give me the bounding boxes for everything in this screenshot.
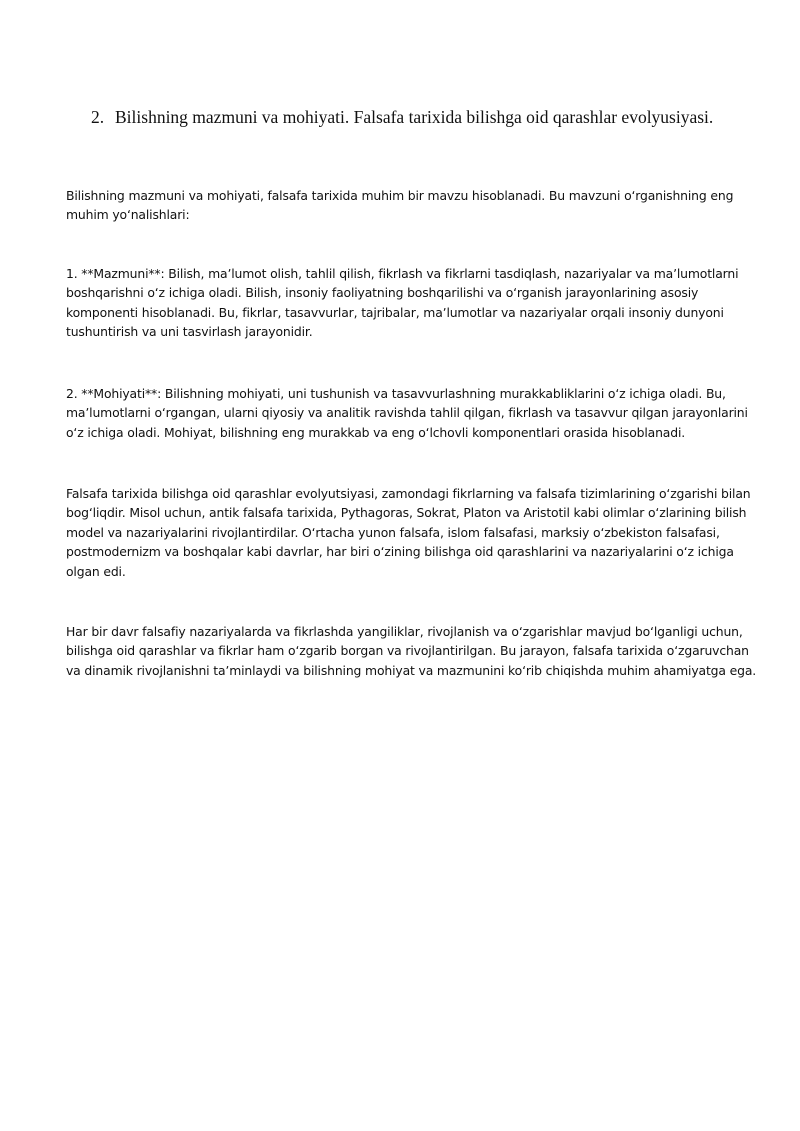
evolution-paragraph: Falsafa tarixida bilishga oid qarashlar evolyutsiyasi, zamondagi fikrlarning va falsafa tizimlarining oʻzgarishi bilan bogʻliqdir. Misol uchun, antik falsafa tarixida, Pythagoras, Sokrat, Platon va Aristotil kabi olimlar oʻzlarining bilish model va nazariyalarini rivojlantirdilar. Oʻrtacha yunon falsafa, islom falsafasi, marksiy oʻzbekiston falsafasi, postmodernizm va boshqalar kabi davrlar, har biri oʻzining bilishga oid qarashlarini va nazariyalarini oʻz ichiga olgan edi. (66, 486, 751, 579)
section-heading (91, 106, 781, 128)
intro-paragraph: Bilishning mazmuni va mohiyati, falsafa tarixida muhim bir mavzu hisoblanadi. Bu mavzuni oʻrganishning eng muhim yoʻnalishlari: (66, 188, 734, 223)
conclusion-paragraph: Har bir davr falsafiy nazariyalarda va fikrlashda yangiliklar, rivojlanish va oʻzgarishlar mavjud boʻlganligi uchun, bilishga oid qarashlar va fikrlar ham oʻzgarib borgan va rivojlantirilgan. Bu jarayon, falsafa tarixida oʻzgaruvchan va dinamik rivojlanishni taʼminlaydi va bilishning mohiyat va mazmunini koʻrib chiqishda muhim ahamiyatga ega. (66, 624, 757, 678)
section-number: 2. (91, 107, 105, 127)
section-title: Bilishning mazmuni va mohiyati. Falsafa tarixida bilishga oid qarashlar evolyusiyasi. (115, 107, 714, 127)
essence-paragraph: 2. **Mohiyati**: Bilishning mohiyati, uni tushunish va tasavvurlashning murakkabliklarini oʻz ichiga oladi. Bu, maʼlumotlarni oʻrgangan, ularni qiyosiy va analitik ravishda tahlil qilgan, fikrlash va tasavvur qilgan jarayonlarini oʻz ichiga oladi. Mohiyat, bilishning eng murakkab va eng oʻlchovli komponentlari orasida hisoblanadi. (66, 386, 748, 440)
content-paragraph: 1. **Mazmuni**: Bilish, maʼlumot olish, tahlil qilish, fikrlash va fikrlarni tasdiqlash, nazariyalar va maʼlumotlarni boshqarishni oʻz ichiga oladi. Bilish, insoniy faoliyatning boshqarilishi va oʻrganish jarayonlarining asosiy komponenti hisoblanadi. Bu, fikrlar, tasavvurlar, tajribalar, maʼlumotlar va nazariyalar orqali insoniy dunyoni tushuntirish va uni tasvirlash jarayonidir. (66, 266, 739, 340)
